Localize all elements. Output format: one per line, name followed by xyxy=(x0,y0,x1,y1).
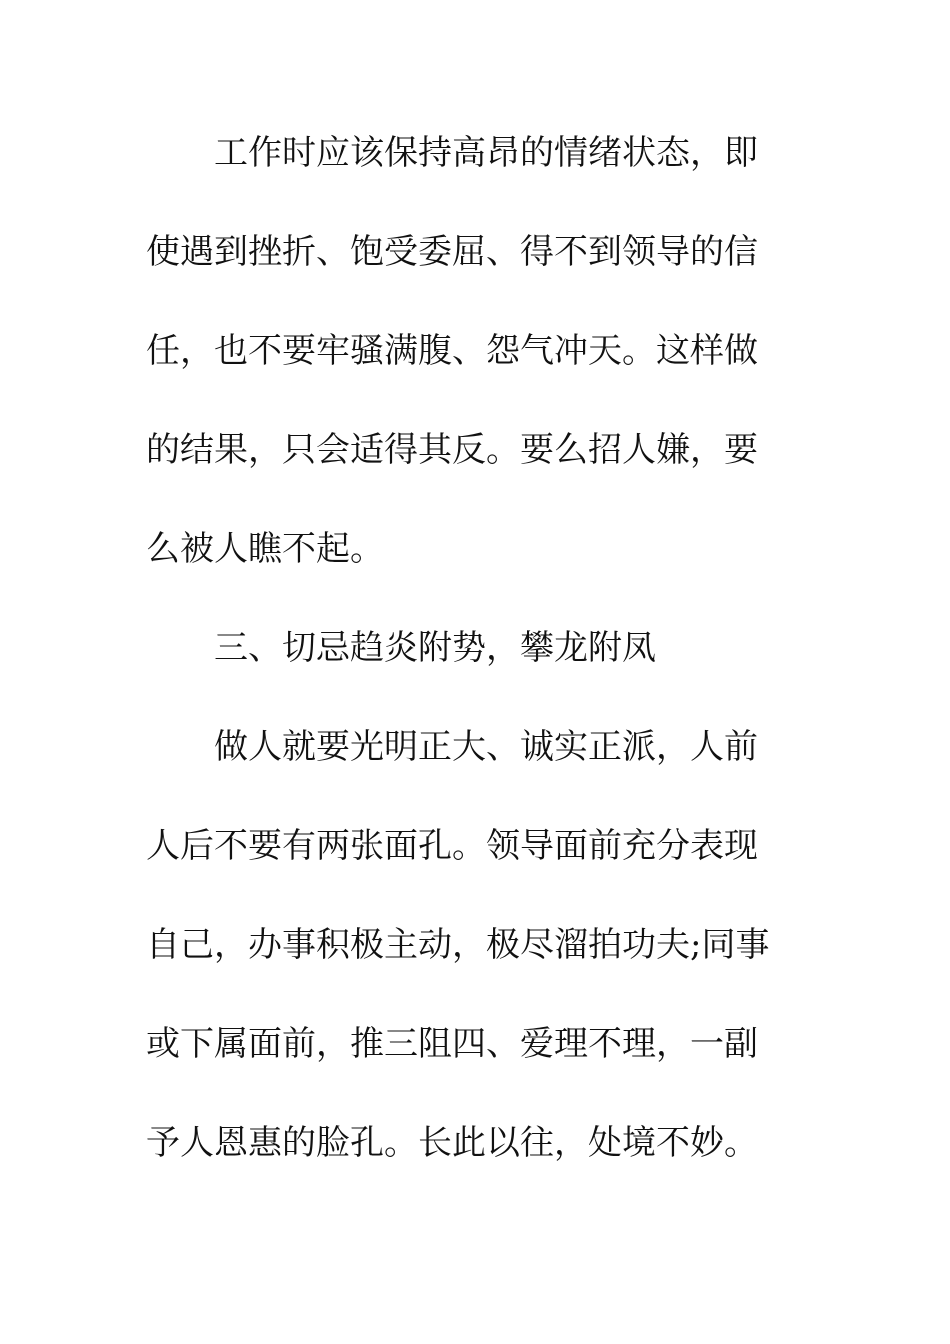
paragraph-line: 工作时应该保持高昂的情绪状态，即 xyxy=(214,133,758,173)
paragraph-line: 使遇到挫折、饱受委屈、得不到领导的信 xyxy=(146,232,758,272)
paragraph-line: 做人就要光明正大、诚实正派，人前 xyxy=(214,727,758,767)
paragraph-line: 的结果，只会适得其反。要么招人嫌，要 xyxy=(146,430,758,470)
paragraph-line: 人后不要有两张面孔。领导面前充分表现 xyxy=(146,826,758,866)
paragraph-line: 么被人瞧不起。 xyxy=(146,529,384,569)
paragraph-line: 任，也不要牢骚满腹、怨气冲天。这样做 xyxy=(146,331,758,371)
paragraph-line: 或下属面前，推三阻四、爱理不理，一副 xyxy=(146,1024,758,1064)
paragraph-line: 自己，办事积极主动，极尽溜拍功夫;同事 xyxy=(146,925,770,965)
paragraph-line: 予人恩惠的脸孔。长此以往，处境不妙。 xyxy=(146,1123,758,1163)
section-heading: 三、切忌趋炎附势，攀龙附凤 xyxy=(214,628,656,668)
